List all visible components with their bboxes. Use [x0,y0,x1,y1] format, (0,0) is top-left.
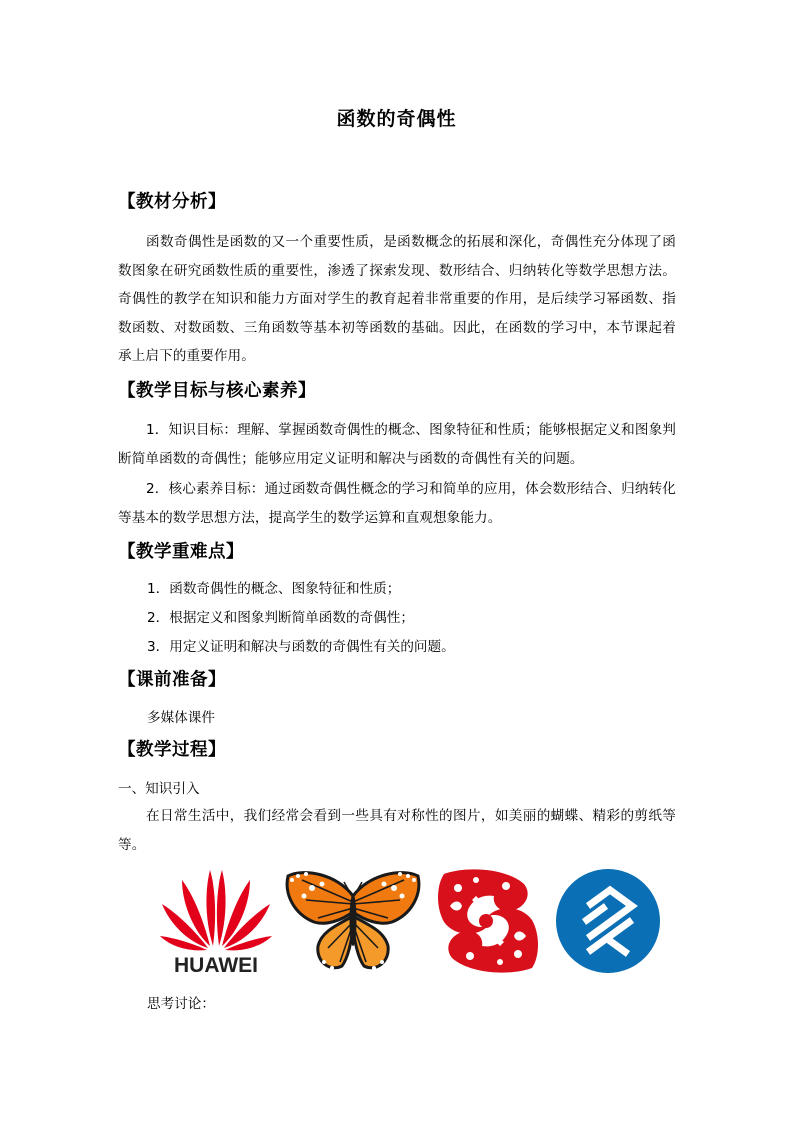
symmetric-images-row [160,866,665,978]
keypoint-item-1: 1．函数奇偶性的概念、图象特征和性质； [147,581,401,597]
analysis-paragraph: 函数奇偶性是函数的又一个重要性质，是函数概念的拓展和深化，奇偶性充分体现了函数图象在研究函数性质的重要性，渗透了探索发现、数形结合、归纳转化等数学思想方法。奇偶性的教学在知识和能力方面对学生的教育起着非常重要的作用，是后续学习幂函数、指数函数、对数函数、三角函数等基本初等函数的基础。因此，在函数的学习中，本节课起着承上启下的重要作用。 [118,234,676,364]
prep-text: 多媒体课件 [147,710,215,726]
heading-keypoints: 【教学重难点】 [118,542,244,562]
china-mobile-logo [554,866,662,976]
heading-process: 【教学过程】 [118,740,226,760]
goals-item-2: 2．核心素养目标：通过函数奇偶性概念的学习和简单的应用，体会数形结合、归纳转化等基本的数学思想方法，提高学生的数学运算和直观想象能力。 [118,481,676,526]
process-intro-paragraph: 在日常生活中，我们经常会看到一些具有对称性的图片，如美丽的蝴蝶、精彩的剪纸等等。 [118,808,676,853]
keypoint-item-2: 2．根据定义和图象判断简单函数的奇偶性； [147,610,414,626]
page-title: 函数的奇偶性 [336,108,457,130]
goals-item-1: 1．知识目标：理解、掌握函数奇偶性的概念、图象特征和性质；能够根据定义和图象判断简单函数的奇偶性；能够应用定义证明和解决与函数的奇偶性有关的问题。 [118,422,676,467]
heading-prep: 【课前准备】 [118,670,226,690]
heading-analysis: 【教材分析】 [118,192,226,212]
papercut-icon [436,866,540,976]
huawei-logo-text: HUAWEI [174,954,258,976]
keypoint-item-3: 3．用定义证明和解决与函数的奇偶性有关的问题。 [147,639,455,655]
discussion-label: 思考讨论： [147,996,215,1012]
huawei-logo [160,866,272,976]
heading-goals: 【教学目标与核心素养】 [118,381,316,401]
process-sub-intro: 一、知识引入 [118,781,200,797]
butterfly-icon [282,866,424,976]
